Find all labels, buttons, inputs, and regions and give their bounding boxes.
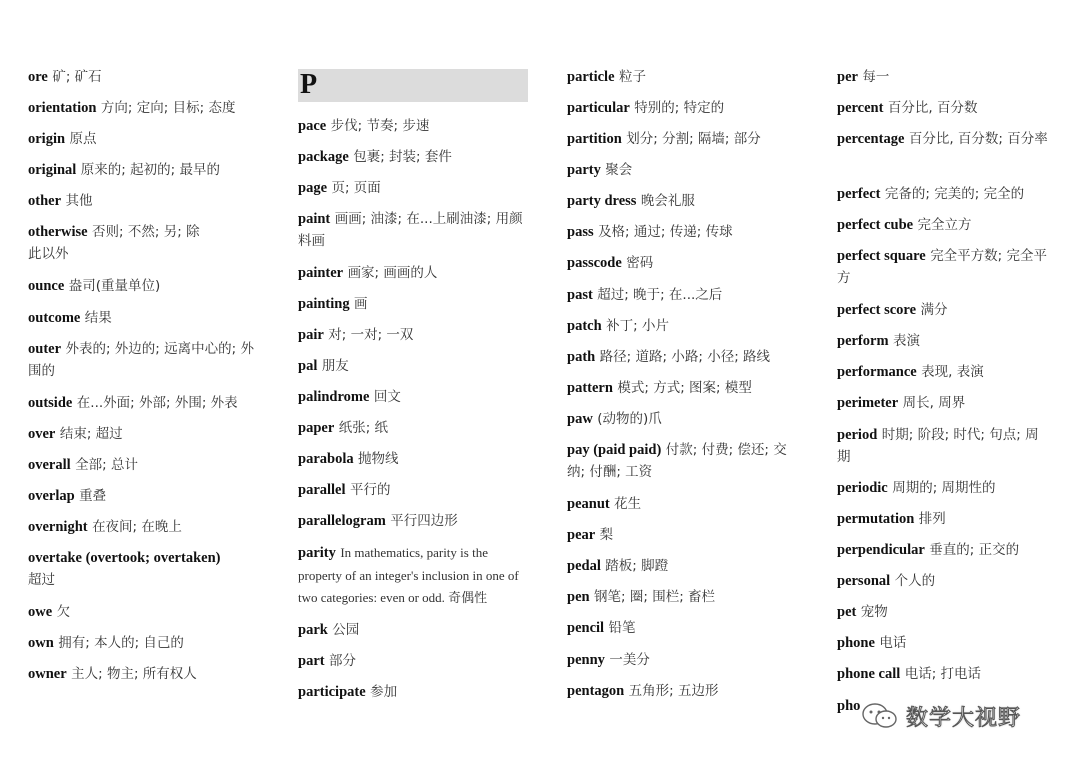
entry-parity (298, 542, 528, 610)
term: path (567, 349, 596, 365)
term: perimeter (837, 395, 899, 411)
entry-pet (837, 601, 1052, 623)
term: overlap (28, 488, 75, 504)
entry-per (837, 66, 1052, 88)
entry-perfect-square (837, 245, 1052, 289)
term: pedal (567, 558, 601, 574)
definition: 划分; 分割; 隔墙; 部分 (626, 131, 761, 147)
definition: 排列 (918, 511, 946, 527)
entry-overall (28, 454, 264, 476)
letter-heading: P (300, 69, 318, 100)
entry-period (837, 424, 1052, 468)
term: part (298, 653, 325, 669)
term: over (28, 426, 56, 442)
entry-package (298, 146, 528, 168)
definition: 画 (354, 296, 368, 312)
entry-penny (567, 649, 803, 671)
term: phone (837, 635, 875, 651)
term: overall (28, 457, 71, 473)
definition: 百分比, 百分数; 百分率 (908, 131, 1048, 147)
entry-passcode (567, 252, 803, 274)
term: personal (837, 573, 891, 589)
term: otherwise (28, 224, 88, 240)
term: patch (567, 318, 602, 334)
definition: 平行四边形 (390, 513, 458, 529)
entry-pencil (567, 617, 803, 639)
entry-paper (298, 417, 528, 439)
entry-party-dress (567, 190, 803, 212)
term: periodic (837, 480, 888, 496)
entry-overnight (28, 516, 264, 538)
term: owner (28, 666, 67, 682)
term: pet (837, 604, 857, 620)
definition: 矿; 矿石 (52, 69, 102, 85)
entry-parallelogram (298, 510, 528, 532)
entry-overtake (28, 547, 264, 591)
definition: 周长, 周界 (902, 395, 966, 411)
term: pentagon (567, 683, 625, 699)
definition: 平行的 (349, 482, 391, 498)
term: percent (837, 100, 884, 116)
entry-painting (298, 293, 528, 315)
entry-paw (567, 408, 803, 430)
definition: 电话 (879, 635, 907, 651)
term: original (28, 162, 77, 178)
definition: 每一 (862, 69, 890, 85)
entry-outside (28, 392, 264, 414)
definition: 部分 (329, 653, 357, 669)
definition: 回文 (373, 389, 401, 405)
entry-ounce (28, 275, 264, 297)
entry-perimeter (837, 392, 1052, 414)
entry-palindrome (298, 386, 528, 408)
definition: 画画; 油漆; 在...上刷油漆; 用颜料画 (298, 211, 523, 249)
term: ounce (28, 278, 65, 294)
definition: 外表的; 外边的; 远离中心的; 外围的 (28, 341, 254, 379)
definition: 在...外面; 外部; 外围; 外表 (76, 395, 238, 411)
definition: 否则; 不然; 另; 除此以外 (28, 224, 200, 262)
entry-phone-call (837, 663, 1052, 685)
term: pal (298, 358, 318, 374)
entry-ore (28, 66, 264, 88)
term: past (567, 287, 593, 303)
entry-parallel (298, 479, 528, 501)
entry-periodic (837, 477, 1052, 499)
definition: 原点 (69, 131, 97, 147)
entry-otherwise (28, 221, 203, 265)
definition: 画家; 画画的人 (347, 265, 438, 281)
term: parallelogram (298, 513, 386, 529)
definition: 聚会 (605, 162, 633, 178)
definition: 包裹; 封装; 套件 (353, 149, 452, 165)
definition: 其他 (65, 193, 93, 209)
entry-perfect-cube (837, 214, 1052, 236)
entry-park (298, 619, 528, 641)
term: period (837, 427, 878, 443)
entry-permutation (837, 508, 1052, 530)
term: package (298, 149, 349, 165)
term: perfect (837, 186, 881, 202)
term: perfect square (837, 248, 926, 264)
definition: 参加 (370, 684, 398, 700)
definition: 垂直的; 正交的 (929, 542, 1020, 558)
entry-pass (567, 221, 803, 243)
term: palindrome (298, 389, 370, 405)
definition: 时期; 阶段; 时代; 句点; 周期 (837, 427, 1039, 465)
entry-perpendicular (837, 539, 1052, 561)
definition: 模式; 方式; 图案; 模型 (617, 380, 752, 396)
term: pencil (567, 620, 605, 636)
term: parity (298, 545, 336, 561)
entry-paint (298, 208, 528, 252)
entry-pear (567, 524, 803, 546)
definition: 一美分 (609, 652, 650, 668)
term: own (28, 635, 54, 651)
definition: 花生 (614, 496, 642, 512)
definition: 百分比, 百分数 (887, 100, 978, 116)
entry-part (298, 650, 528, 672)
entry-partition (567, 128, 803, 150)
entry-percent (837, 97, 1052, 119)
entry-owner (28, 663, 264, 685)
definition: 朋友 (321, 358, 349, 374)
definition: 完全平方数; 完全平方 (837, 248, 1048, 286)
term: overnight (28, 519, 88, 535)
entry-party (567, 159, 803, 181)
definition: 路径; 道路; 小路; 小径; 路线 (599, 349, 771, 365)
watermark (860, 696, 1021, 736)
term: origin (28, 131, 66, 147)
definition: 及格; 通过; 传递; 传球 (598, 224, 733, 240)
wechat-icon (860, 701, 900, 731)
definition: 步伐; 节奏; 步速 (330, 118, 430, 134)
definition: 电话; 打电话 (904, 666, 982, 682)
term: paw (567, 411, 593, 427)
entry-pay (567, 439, 803, 483)
term: outer (28, 341, 62, 357)
definition: 特别的; 特定的 (634, 100, 725, 116)
definition: 完全立方 (917, 217, 972, 233)
term: pace (298, 118, 327, 134)
definition: 粒子 (618, 69, 646, 85)
entry-origin (28, 128, 264, 150)
definition: 踏板; 脚蹬 (605, 558, 669, 574)
definition: 页; 页面 (331, 180, 381, 196)
definition: 纸张; 纸 (338, 420, 389, 436)
entry-pair (298, 324, 528, 346)
term: paint (298, 211, 331, 227)
term: percentage (837, 131, 905, 147)
entry-outer (28, 338, 264, 382)
term: pair (298, 327, 324, 343)
definition: 表现, 表演 (921, 364, 984, 380)
definition: 结束; 超过 (59, 426, 123, 442)
term: parallel (298, 482, 346, 498)
term: perfect score (837, 302, 917, 318)
entry-own (28, 632, 264, 654)
term: painter (298, 265, 344, 281)
entry-other (28, 190, 264, 212)
entry-perfect (837, 183, 1052, 205)
term: passcode (567, 255, 622, 271)
definition: 梨 (599, 527, 614, 543)
term: parabola (298, 451, 354, 467)
definition: 周期的; 周期性的 (892, 480, 996, 496)
entry-particular (567, 97, 803, 119)
definition: 对; 一对; 一双 (328, 327, 414, 343)
entry-particle (567, 66, 803, 88)
letter-heading-bar (298, 69, 528, 102)
term: page (298, 180, 327, 196)
entry-pen (567, 586, 803, 608)
term: other (28, 193, 62, 209)
term: participate (298, 684, 366, 700)
term: perform (837, 333, 889, 349)
definition: 完备的; 完美的; 完全的 (884, 186, 1025, 202)
term: per (837, 69, 858, 85)
term: phone call (837, 666, 901, 682)
entry-phone (837, 632, 1052, 654)
term: paper (298, 420, 335, 436)
term: orientation (28, 100, 97, 116)
definition: 原来的; 起初的; 最早的 (80, 162, 220, 178)
definition: 晚会礼服 (640, 193, 695, 209)
definition: 付款; 付费; 偿还; 交纳; 付酬; 工资 (567, 442, 787, 480)
entry-participate (298, 681, 528, 703)
entry-patch (567, 315, 803, 337)
term: pass (567, 224, 594, 240)
term: painting (298, 296, 350, 312)
term: pattern (567, 380, 613, 396)
entry-pentagon (567, 680, 803, 702)
entry-painter (298, 262, 528, 284)
entry-original (28, 159, 264, 181)
definition: 宠物 (860, 604, 888, 620)
entry-pattern (567, 377, 803, 399)
definition: In mathematics, parity is the property of an integer's inclusion in one of two categories: even or odd. 奇偶性 (298, 545, 519, 605)
definition: 补丁; 小片 (606, 318, 669, 334)
term: perfect cube (837, 217, 914, 233)
entry-path (567, 346, 803, 368)
definition: 五角形; 五边形 (628, 683, 719, 699)
entry-perfect-score (837, 299, 1052, 321)
definition: 主人; 物主; 所有权人 (71, 666, 197, 682)
entry-pedal (567, 555, 803, 577)
entry-over (28, 423, 264, 445)
term: performance (837, 364, 917, 380)
term: pho (837, 698, 861, 714)
entry-performance (837, 361, 1052, 383)
term: perpendicular (837, 542, 925, 558)
definition: 盎司(重量单位) (68, 278, 161, 294)
definition: 重叠 (79, 488, 107, 504)
definition: 超过 (28, 572, 55, 588)
entry-perform (837, 330, 1052, 352)
term: outcome (28, 310, 81, 326)
definition: 公园 (332, 622, 360, 638)
entry-outcome (28, 307, 264, 329)
definition: 在夜间; 在晚上 (92, 519, 182, 535)
definition: 个人的 (894, 573, 936, 589)
term: particle (567, 69, 615, 85)
entry-parabola (298, 448, 528, 470)
term: owe (28, 604, 53, 620)
term: penny (567, 652, 605, 668)
entry-past (567, 284, 803, 306)
term: ore (28, 69, 48, 85)
entry-pal (298, 355, 528, 377)
definition: 全部; 总计 (75, 457, 138, 473)
term: park (298, 622, 328, 638)
term: peanut (567, 496, 610, 512)
entry-orientation (28, 97, 264, 119)
watermark-text: 数学大视野 (906, 705, 1022, 731)
term: party (567, 162, 601, 178)
definition: 结果 (84, 310, 112, 326)
entry-percentage (837, 128, 1052, 150)
definition: 密码 (626, 255, 654, 271)
definition: (动物的)爪 (597, 411, 662, 427)
definition: 铅笔 (608, 620, 636, 636)
definition: 方向; 定向; 目标; 态度 (100, 100, 236, 116)
term: pear (567, 527, 596, 543)
entry-peanut (567, 493, 803, 515)
term: pay (paid paid) (567, 442, 662, 458)
entry-owe (28, 601, 264, 623)
entry-pace (298, 115, 528, 137)
entry-page (298, 177, 528, 199)
definition: 钢笔; 圈; 围栏; 畜栏 (594, 589, 716, 605)
term: pen (567, 589, 590, 605)
entry-personal (837, 570, 1052, 592)
definition: 抛物线 (358, 451, 399, 467)
entry-overlap (28, 485, 264, 507)
definition: 表演 (892, 333, 920, 349)
definition: 欠 (56, 604, 71, 620)
term: particular (567, 100, 630, 116)
term: partition (567, 131, 622, 147)
definition: 满分 (920, 302, 948, 318)
term: party dress (567, 193, 637, 209)
definition: 超过; 晚于; 在...之后 (597, 287, 723, 303)
term: overtake (overtook; overtaken) (28, 550, 221, 566)
definition: 拥有; 本人的; 自己的 (58, 635, 184, 651)
term: outside (28, 395, 73, 411)
term: permutation (837, 511, 915, 527)
